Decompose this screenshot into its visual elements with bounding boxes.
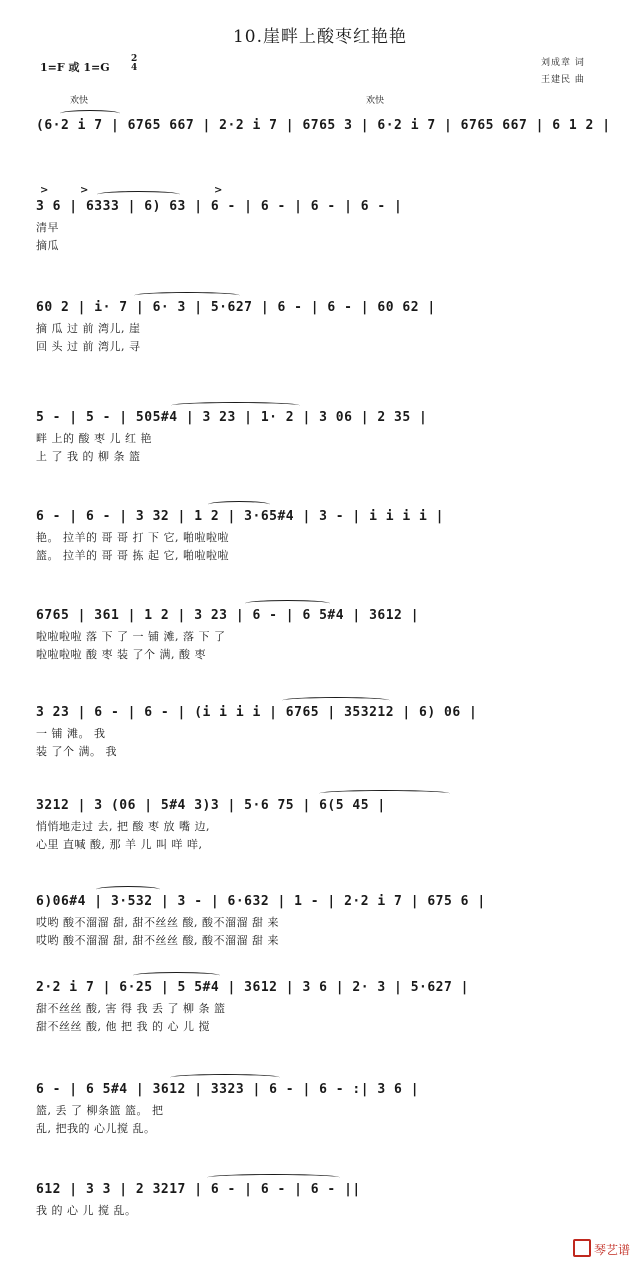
notation-line: 6765 | 361 | 1 2 | 3 23 | 6 - | 6 5#4 | 3612 | bbox=[36, 608, 420, 623]
composer-credit: 王建民 曲 bbox=[541, 75, 585, 85]
slur-mark bbox=[319, 790, 450, 797]
notation-line: 6 - | 6 - | 3 32 | 1 2 | 3·65#4 | 3 - | i i i i | bbox=[36, 509, 445, 524]
lyric-line: 清早 bbox=[36, 221, 59, 234]
lyric-line: 回 头 过 前 湾儿, 寻 bbox=[36, 340, 141, 353]
lyric-line: 摘 瓜 过 前 湾儿, 崖 bbox=[36, 322, 141, 335]
time-signature bbox=[131, 55, 137, 73]
lyric-line: 哎哟 酸不溜溜 甜, 甜不丝丝 酸, 酸不溜溜 甜 来 bbox=[36, 934, 279, 947]
accent-mark: > bbox=[80, 185, 89, 196]
slur-mark bbox=[207, 1174, 340, 1181]
slur-mark bbox=[170, 1074, 280, 1081]
lyric-line: 篮。 拉羊的 哥 哥 拣 起 它, 啪啦啦啦 bbox=[36, 549, 229, 562]
lyric-line: 畔 上的 酸 枣 儿 红 艳 bbox=[36, 432, 152, 445]
lyric-line: 装 了个 满。 我 bbox=[36, 745, 117, 758]
notation-line: 6 - | 6 5#4 | 3612 | 3323 | 6 - | 6 - :| 3 6 | bbox=[36, 1082, 420, 1097]
lyric-line: 啦啦啦啦 落 下 了 一 铺 滩, 落 下 了 bbox=[36, 630, 226, 643]
accent-mark: > bbox=[40, 185, 49, 196]
lyric-line: 心里 直喊 酸, 那 羊 儿 叫 咩 咩, bbox=[36, 838, 203, 851]
slur-mark bbox=[60, 110, 120, 117]
notation-line: 3 6 | 6333 | 6) 63 | 6 - | 6 - | 6 - | 6 - | bbox=[36, 199, 403, 214]
lyric-line: 篮, 丢 了 柳条篮 篮。 把 bbox=[36, 1104, 164, 1117]
notation-line: 6)06#4 | 3·532 | 3 - | 6·632 | 1 - | 2·2 i 7 | 675 6 | bbox=[36, 894, 486, 909]
notation-line: (6·2 i 7 | 6765 667 | 2·2 i 7 | 6765 3 | 6·2 i 7 | 6765 667 | 6 1 2 | bbox=[36, 118, 611, 133]
slur-mark bbox=[97, 191, 180, 198]
slur-mark bbox=[171, 402, 300, 409]
lyric-line: 甜不丝丝 酸, 害 得 我 丢 了 柳 条 篮 bbox=[36, 1002, 226, 1015]
song-title: 10.崖畔上酸枣红艳艳 bbox=[232, 27, 408, 47]
lyric-line: 甜不丝丝 酸, 他 把 我 的 心 儿 搅 bbox=[36, 1020, 210, 1033]
time-signature-top: 2 bbox=[131, 54, 138, 64]
logo-icon bbox=[573, 1239, 591, 1257]
notation-line: 3212 | 3 (06 | 5#4 3)3 | 5·6 75 | 6(5 45 | bbox=[36, 798, 386, 813]
lyricist-credit: 刘成章 词 bbox=[541, 58, 585, 68]
tempo-marking: 欢快 bbox=[70, 96, 89, 106]
slur-mark bbox=[96, 886, 160, 893]
key-signature: 1=F 或 1=G bbox=[40, 61, 110, 74]
lyric-line: 悄悄地走过 去, 把 酸 枣 放 嘴 边, bbox=[36, 820, 210, 833]
watermark-text: 琴艺谱 bbox=[593, 1243, 630, 1257]
notation-line: 3 23 | 6 - | 6 - | (i i i i | 6765 | 353212 | 6) 06 | bbox=[36, 705, 478, 720]
notation-line: 612 | 3 3 | 2 3217 | 6 - | 6 - | 6 - || bbox=[36, 1182, 361, 1197]
tempo-marking: 欢快 bbox=[366, 96, 385, 106]
lyric-line: 哎哟 酸不溜溜 甜, 甜不丝丝 酸, 酸不溜溜 甜 来 bbox=[36, 916, 279, 929]
lyric-line: 摘瓜 bbox=[36, 239, 59, 252]
lyric-line: 我 的 心 儿 搅 乱。 bbox=[36, 1204, 137, 1217]
lyric-line: 一 铺 滩。 我 bbox=[36, 727, 106, 740]
lyric-line: 艳。 拉羊的 哥 哥 打 下 它, 啪啦啦啦 bbox=[36, 531, 229, 544]
lyric-line: 乱, 把我的 心儿搅 乱。 bbox=[36, 1122, 156, 1135]
notation-line: 2·2 i 7 | 6·25 | 5 5#4 | 3612 | 3 6 | 2· 3 | 5·627 | bbox=[36, 980, 469, 995]
lyric-line: 上 了 我 的 柳 条 篮 bbox=[36, 450, 141, 463]
slur-mark bbox=[208, 501, 270, 508]
lyric-line: 啦啦啦啦 酸 枣 装 了个 满, 酸 枣 bbox=[36, 648, 206, 661]
time-signature-bottom: 4 bbox=[131, 63, 138, 73]
slur-mark bbox=[133, 972, 220, 979]
watermark-logo bbox=[573, 1239, 630, 1258]
slur-mark bbox=[282, 697, 390, 704]
accent-mark: > bbox=[214, 185, 223, 196]
slur-mark bbox=[134, 292, 240, 299]
slur-mark bbox=[245, 600, 330, 607]
notation-line: 5 - | 5 - | 505#4 | 3 23 | 1· 2 | 3 06 | 2 35 | bbox=[36, 410, 428, 425]
notation-line: 60 2 | i· 7 | 6· 3 | 5·627 | 6 - | 6 - | 60 62 | bbox=[36, 300, 436, 315]
